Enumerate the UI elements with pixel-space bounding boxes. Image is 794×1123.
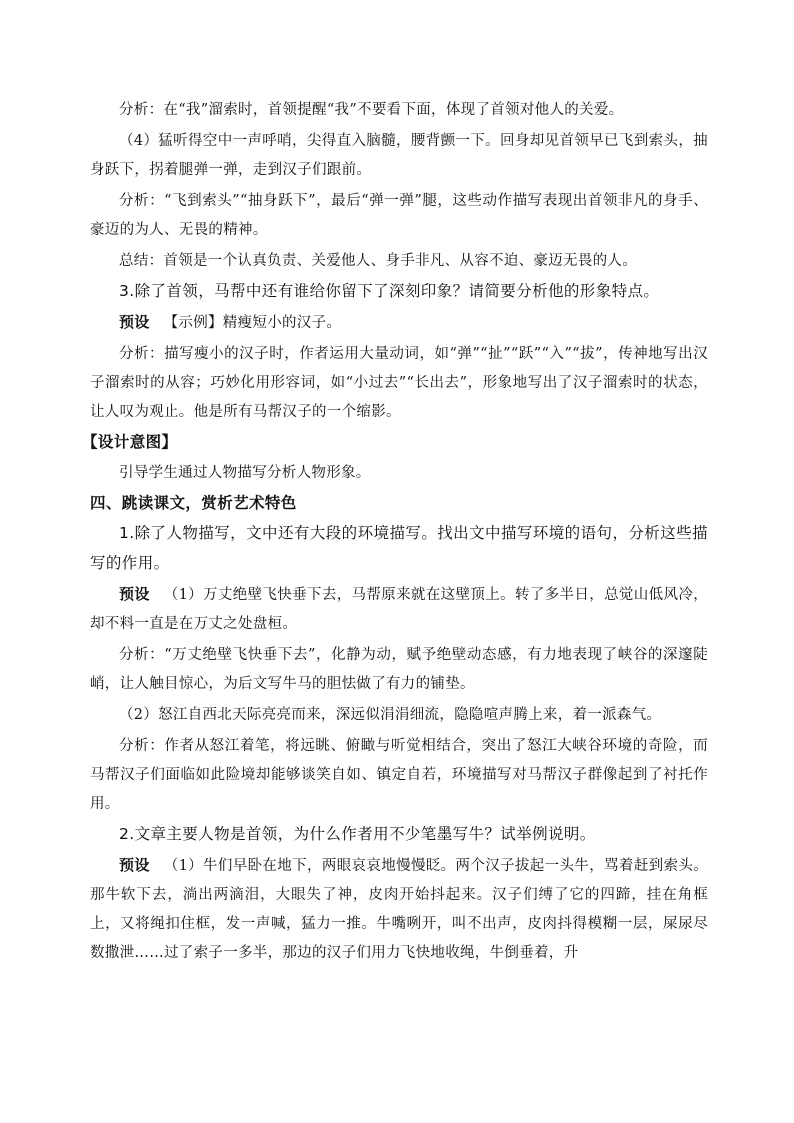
paragraph-preset-example [90, 308, 708, 338]
section-4-heading: 四、跳读课文，赏析艺术特色 [90, 494, 297, 512]
preset-label: 预设 [119, 585, 150, 603]
paragraph-analysis-1: 分析：在“我”溜索时，首领提醒“我”不要看下面，体现了首领对他人的关爱。 [119, 102, 624, 118]
paragraph-example-4: （4）猛听得空中一声呼哨，尖得直入脑髓，腰背颤一下。回身却见首领早已飞到索头，抽身跃下，拐着腿弹一弹，走到汉子们跟前。 [90, 133, 708, 178]
paragraph-analysis-5: 分析：作者从怒江着笔，将远眺、俯瞰与听觉相结合，突出了怒江大峡谷环境的奇险，而马帮汉子们面临如此险境却能够谈笑自如、镇定自若，环境描写对马帮汉子群像起到了衬托作用。 [90, 738, 708, 812]
paragraph-design-intent: 引导学生通过人物描写分析人物形象。 [119, 465, 371, 481]
paragraph-preset-env-1 [90, 580, 708, 639]
preset-label: 预设 [119, 313, 150, 331]
page-content [82, 96, 708, 968]
paragraph-summary: 总结：首领是一个认真负责、关爱他人、身手非凡、从容不迫、豪迈无畏的人。 [119, 253, 637, 269]
paragraph-analysis-4: 分析：“万丈绝壁飞快垂下去”，化静为动，赋予绝壁动态感，有力地表现了峡谷的深邃陡峭，让人触目惊心，为后文写牛马的胆怯做了有力的铺垫。 [90, 647, 708, 692]
preset-example-text: 【示例】精瘦短小的汉子。 [163, 315, 342, 331]
question-2: 2.文章主要人物是首领，为什么作者用不少笔墨写牛？试举例说明。 [119, 825, 596, 843]
question-1: 1.除了人物描写，文中还有大段的环境描写。找出文中描写环境的语句，分析这些描写的作用。 [90, 524, 708, 572]
paragraph-env-2: （2）怒江自西北天际亮亮而来，深远似涓涓细流，隐隐喧声腾上来，着一派森气。 [119, 707, 662, 723]
preset-env-text-1: （1）万丈绝壁飞快垂下去，马帮原来就在这壁顶上。转了多半日，总觉山低风冷，却不料一直是在万丈之处盘桓。 [90, 587, 708, 632]
preset-label: 预设 [119, 856, 150, 874]
preset-ox-text: （1）牛们早卧在地下，两眼哀哀地慢慢眨。两个汉子拔起一头牛，骂着赶到索头。那牛软下去，淌出两滴泪，大眼失了神，皮肉开始抖起来。汉子们缚了它的四蹄，挂在角框上，又将绳扣住框，发一声喊，猛力一推。牛嘴咧开，叫不出声，皮肉抖得模糊一层，屎尿尽数撒泄……过了索子一多半，那边的汉子们用力飞快地收绳，牛倒垂着，升 [90, 858, 708, 961]
paragraph-analysis-2: 分析：“飞到索头”“抽身跃下”，最后“弹一弹”腿，这些动作描写表现出首领非凡的身手、豪迈的为人、无畏的精神。 [90, 193, 708, 238]
question-3: 3.除了首领，马帮中还有谁给你留下了深刻印象？请简要分析他的形象特点。 [119, 282, 660, 300]
paragraph-preset-ox [90, 851, 708, 968]
paragraph-analysis-3: 分析：描写瘦小的汉子时，作者运用大量动词，如“弹”“扯”“跃”“入”“拔”，传神地写出汉子溜索时的从容；巧妙化用形容词，如“小过去”“长出去”，形象地写出了汉子溜索时的状态，让人叹为观止。他是所有马帮汉子的一个缩影。 [90, 346, 708, 420]
design-intent-heading: 【设计意图】 [82, 433, 178, 451]
